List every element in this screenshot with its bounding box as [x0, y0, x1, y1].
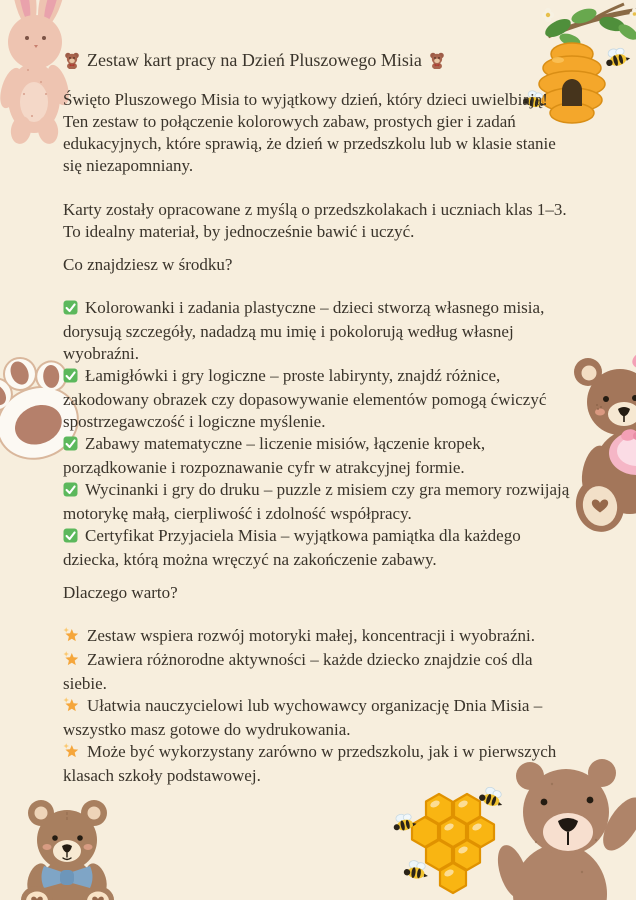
list-item-text: Może być wykorzystany zarówno w przedszkolu, jak i w pierwszych klasach szkoły podstawowej. — [63, 742, 557, 785]
list-item — [63, 297, 577, 365]
section-heading-contents: Co znajdziesz w środku? — [63, 255, 233, 274]
list-item-text: Zabawy matematyczne – liczenie misiów, łączenie kropek, porządkowanie i rozpoznawanie cyfr w atrakcyjnej formie. — [63, 434, 486, 477]
benefits-list — [63, 625, 577, 787]
orange-star-icon — [63, 650, 80, 673]
list-item — [63, 695, 577, 741]
text-column — [63, 48, 577, 787]
list-item — [63, 433, 577, 479]
list-item — [63, 625, 577, 649]
green-check-icon — [63, 527, 78, 549]
orange-star-icon — [63, 626, 80, 649]
orange-star-icon — [63, 742, 80, 765]
list-item-text: Wycinanki i gry do druku – puzzle z misiem czy gra memory rozwijają motorykę małą, cierpliwość i zdolność współpracy. — [63, 480, 570, 523]
contents-list — [63, 297, 577, 571]
list-item-text: Certyfikat Przyjaciela Misia – wyjątkowa pamiątka dla każdego dziecka, którą można wręczyć na zakończenie zabawy. — [63, 526, 521, 569]
list-item — [63, 741, 577, 787]
list-item — [63, 479, 577, 525]
audience-paragraph: Karty zostały opracowane z myślą o przedszkolakach i uczniach klas 1–3. To idealny materiał, by jednocześnie bawić i uczyć. — [63, 200, 567, 241]
orange-star-icon — [63, 696, 80, 719]
green-check-icon — [63, 367, 78, 389]
list-item-text: Kolorowanki i zadania plastyczne – dzieci stworzą własnego misia, dorysują szczegóły, nadadzą mu imię i pokolorują według własnej wyobraźni. — [63, 298, 545, 363]
list-item-text: Zestaw wspiera rozwój motoryki małej, koncentracji i wyobraźni. — [87, 626, 535, 645]
list-item — [63, 649, 577, 695]
section-heading-why: Dlaczego warto? — [63, 583, 178, 602]
list-item — [63, 365, 577, 433]
list-item-text: Łamigłówki i gry logiczne – proste labirynty, znajdź różnice, zakodowany obrazek czy dopasowywanie elementów pomogą ćwiczyć spostrzegawczość i logiczne myślenie. — [63, 366, 547, 431]
page-title — [63, 48, 577, 75]
green-check-icon — [63, 481, 78, 503]
green-check-icon — [63, 435, 78, 457]
title-text: Zestaw kart pracy na Dzień Pluszowego Misia — [87, 50, 422, 70]
teddy-bear-icon — [63, 51, 81, 75]
teddy-bear-icon — [428, 51, 446, 75]
list-item-text: Zawiera różnorodne aktywności – każde dziecko znajdzie coś dla siebie. — [63, 650, 533, 693]
list-item-text: Ułatwia nauczycielowi lub wychowawcy organizację Dnia Misia – wszystko masz gotowe do wydrukowania. — [63, 696, 543, 739]
intro-paragraph: Święto Pluszowego Misia to wyjątkowy dzień, który dzieci uwielbiają! Ten zestaw to połączenie kolorowych zabaw, prostych gier i zadań edukacyjnych, które sprawią, że dzień w przedszkolu lub w klasie stanie się niezapomniany. — [63, 90, 556, 175]
list-item — [63, 525, 577, 571]
green-check-icon — [63, 299, 78, 321]
teddy-blue-bowtie-illustration — [10, 788, 128, 900]
